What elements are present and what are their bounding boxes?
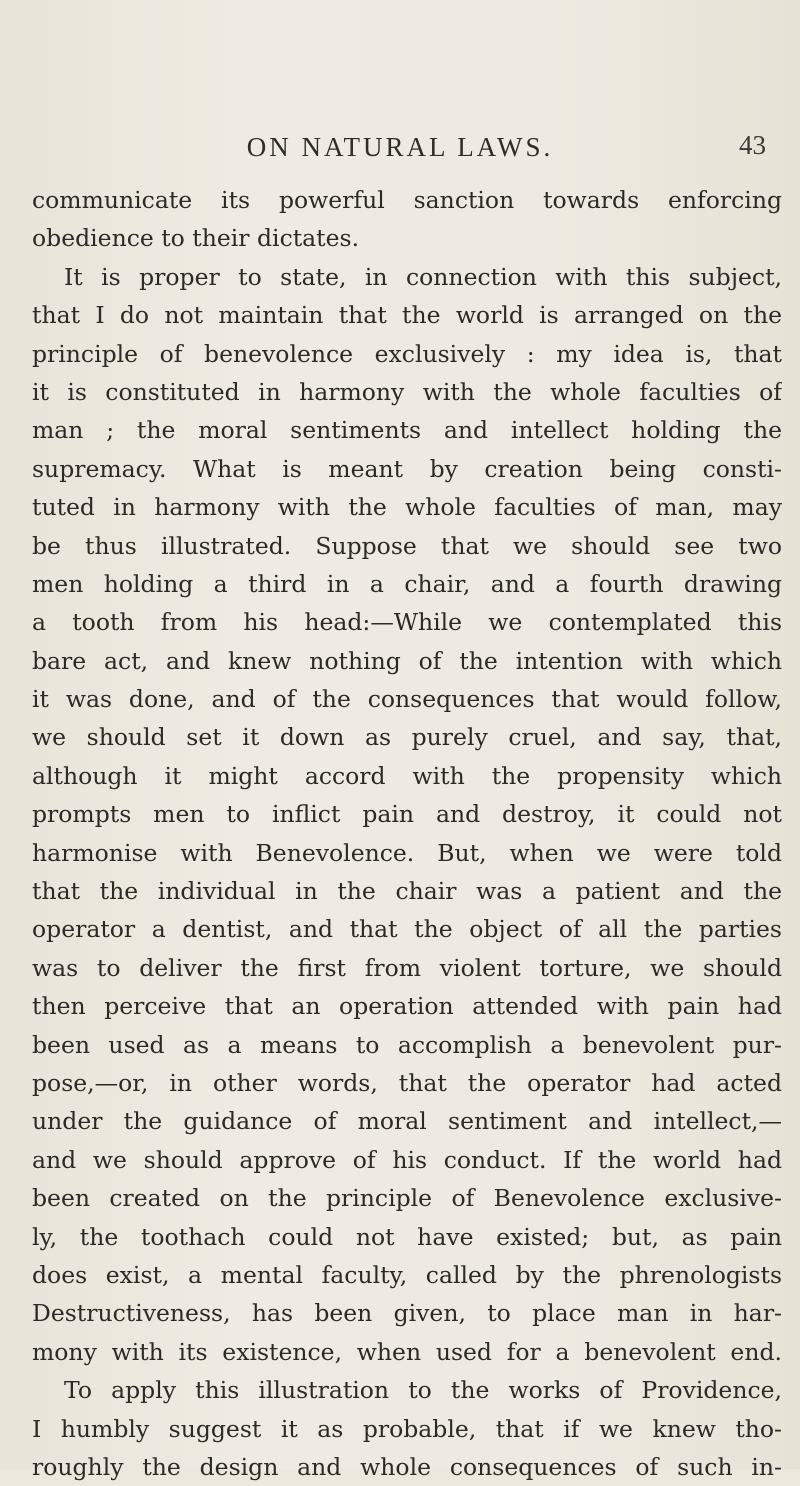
running-title: ON NATURAL LAWS. — [246, 132, 554, 162]
text-line: men holding a third in a chair, and a fourth drawing — [32, 569, 782, 598]
text-line: operator a dentist, and that the object of all the parties — [32, 915, 782, 944]
text-line: and we should approve of his conduct. If the world had — [32, 1145, 782, 1174]
body-text — [32, 181, 782, 1486]
text-line: harmonise with Benevolence. But, when we were told — [32, 838, 782, 867]
text-line: then perceive that an operation attended with pain had — [32, 992, 782, 1021]
text-line: that the individual in the chair was a patient and the — [32, 877, 782, 906]
running-head — [32, 132, 768, 172]
text-line: under the guidance of moral sentiment and intellect,— — [32, 1107, 782, 1136]
text-line: To apply this illustration to the works of Providence, — [64, 1376, 782, 1405]
text-line: mony with its existence, when used for a benevolent end. — [32, 1337, 782, 1366]
text-line: a tooth from his head:—While we contemplated this — [32, 608, 782, 637]
text-line: prompts men to inflict pain and destroy, it could not — [32, 800, 782, 829]
text-line: principle of benevolence exclusively : my idea is, that — [32, 339, 782, 368]
text-line: ly, the toothach could not have existed; but, as pain — [32, 1222, 782, 1251]
text-line: I humbly suggest it as probable, that if we knew tho- — [32, 1414, 782, 1443]
text-line: although it might accord with the propensity which — [32, 761, 782, 790]
text-line: it was done, and of the consequences that would follow, — [32, 685, 782, 714]
text-line: communicate its powerful sanction towards enforcing — [32, 186, 782, 214]
text-line: man ; the moral sentiments and intellect holding the — [32, 416, 782, 445]
text-line: It is proper to state, in connection with this subject, — [64, 262, 782, 291]
text-line: it is constituted in harmony with the whole faculties of — [32, 377, 782, 406]
text-line: roughly the design and whole consequences of such in- — [32, 1452, 782, 1481]
text-line: obedience to their dictates. — [32, 224, 360, 253]
text-line: pose,—or, in other words, that the operator had acted — [32, 1068, 782, 1097]
text-line: that I do not maintain that the world is arranged on the — [32, 301, 782, 330]
text-line: does exist, a mental faculty, called by the phrenologists — [32, 1260, 782, 1289]
page-number: 43 — [739, 130, 766, 160]
text-line: be thus illustrated. Suppose that we should see two — [32, 531, 782, 560]
text-line: Destructiveness, has been given, to place man in har- — [32, 1299, 782, 1328]
text-line: been created on the principle of Benevolence exclusive- — [32, 1184, 782, 1213]
text-line: been used as a means to accomplish a benevolent pur- — [32, 1030, 782, 1059]
text-line: tuted in harmony with the whole faculties of man, may — [32, 493, 782, 522]
text-line: was to deliver the first from violent torture, we should — [32, 953, 782, 982]
text-line: we should set it down as purely cruel, and say, that, — [32, 723, 782, 752]
text-line: bare act, and knew nothing of the intention with which — [32, 646, 782, 675]
text-line: supremacy. What is meant by creation being consti- — [32, 454, 782, 483]
